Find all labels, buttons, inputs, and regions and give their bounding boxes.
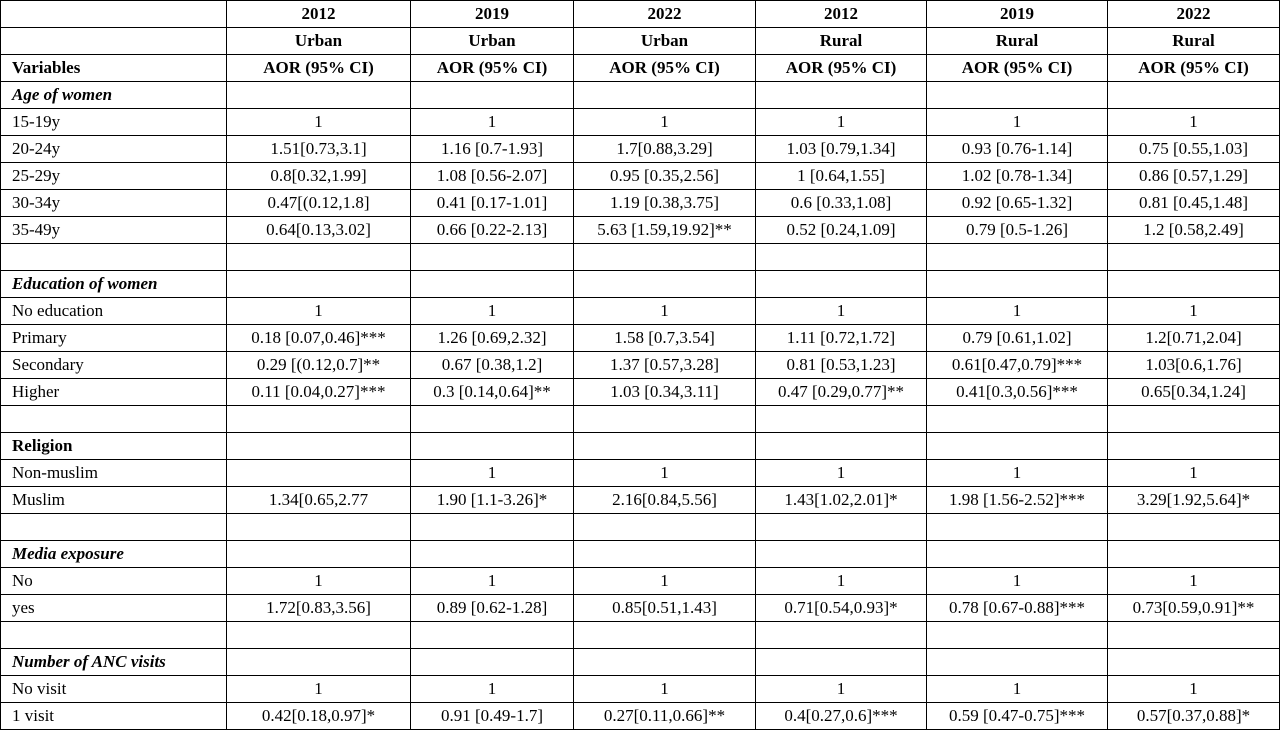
empty-cell	[927, 541, 1108, 568]
table-header	[1, 1, 1280, 82]
value-cell: 0.42[0.18,0.97]*	[227, 703, 411, 730]
table-row	[1, 109, 1280, 136]
value-cell: 1.90 [1.1-3.26]*	[411, 487, 574, 514]
empty-cell	[227, 82, 411, 109]
table-row	[1, 190, 1280, 217]
value-cell: 1	[756, 460, 927, 487]
value-cell: 1.37 [0.57,3.28]	[574, 352, 756, 379]
row-label: yes	[1, 595, 227, 622]
value-cell: 1	[227, 109, 411, 136]
row-label: No education	[1, 298, 227, 325]
empty-cell	[756, 433, 927, 460]
value-cell: 1	[756, 568, 927, 595]
value-cell: 1.19 [0.38,3.75]	[574, 190, 756, 217]
value-cell: 0.93 [0.76-1.14]	[927, 136, 1108, 163]
header-setting-row	[1, 28, 1280, 55]
value-cell: 1	[574, 568, 756, 595]
table-row	[1, 676, 1280, 703]
value-cell: 0.64[0.13,3.02]	[227, 217, 411, 244]
empty-cell	[411, 541, 574, 568]
row-label: 35-49y	[1, 217, 227, 244]
row-label: 1 visit	[1, 703, 227, 730]
value-cell: 1 [0.64,1.55]	[756, 163, 927, 190]
value-cell: 0.61[0.47,0.79]***	[927, 352, 1108, 379]
empty-cell	[927, 406, 1108, 433]
header-measure: AOR (95% CI)	[756, 55, 927, 82]
empty-cell	[927, 244, 1108, 271]
value-cell: 0.11 [0.04,0.27]***	[227, 379, 411, 406]
value-cell: 0.18 [0.07,0.46]***	[227, 325, 411, 352]
value-cell: 3.29[1.92,5.64]*	[1108, 487, 1280, 514]
value-cell: 1	[1108, 109, 1280, 136]
empty-cell	[227, 406, 411, 433]
value-cell: 1	[1108, 568, 1280, 595]
header-measure: AOR (95% CI)	[227, 55, 411, 82]
empty-cell	[1108, 406, 1280, 433]
value-cell: 1	[1108, 676, 1280, 703]
empty-cell	[574, 82, 756, 109]
table-row	[1, 460, 1280, 487]
empty-cell	[1108, 433, 1280, 460]
value-cell: 1.34[0.65,2.77	[227, 487, 411, 514]
value-cell: 0.66 [0.22-2.13]	[411, 217, 574, 244]
empty-cell	[574, 244, 756, 271]
spacer-row	[1, 244, 1280, 271]
section-label: Number of ANC visits	[1, 649, 227, 676]
value-cell: 0.47 [0.29,0.77]**	[756, 379, 927, 406]
header-measure: AOR (95% CI)	[411, 55, 574, 82]
value-cell: 0.65[0.34,1.24]	[1108, 379, 1280, 406]
header-year-row	[1, 1, 1280, 28]
value-cell: 0.27[0.11,0.66]**	[574, 703, 756, 730]
empty-cell	[411, 406, 574, 433]
section-row	[1, 541, 1280, 568]
value-cell: 1	[411, 676, 574, 703]
value-cell: 0.67 [0.38,1.2]	[411, 352, 574, 379]
header-measure: AOR (95% CI)	[1108, 55, 1280, 82]
header-corner-cell	[1, 28, 227, 55]
table-row	[1, 352, 1280, 379]
table-row	[1, 217, 1280, 244]
empty-cell	[927, 82, 1108, 109]
empty-cell	[574, 541, 756, 568]
section-label: Media exposure	[1, 541, 227, 568]
row-label: Primary	[1, 325, 227, 352]
value-cell: 1.43[1.02,2.01]*	[756, 487, 927, 514]
value-cell: 0.91 [0.49-1.7]	[411, 703, 574, 730]
empty-cell	[227, 649, 411, 676]
header-setting: Rural	[756, 28, 927, 55]
value-cell: 0.81 [0.45,1.48]	[1108, 190, 1280, 217]
value-cell: 1.03 [0.34,3.11]	[574, 379, 756, 406]
row-label: 30-34y	[1, 190, 227, 217]
value-cell: 0.89 [0.62-1.28]	[411, 595, 574, 622]
empty-cell	[411, 514, 574, 541]
empty-cell	[1, 244, 227, 271]
value-cell: 1.03[0.6,1.76]	[1108, 352, 1280, 379]
value-cell: 0.8[0.32,1.99]	[227, 163, 411, 190]
empty-cell	[574, 622, 756, 649]
value-cell: 1	[756, 109, 927, 136]
header-year: 2019	[927, 1, 1108, 28]
empty-cell	[927, 433, 1108, 460]
variables-header: Variables	[1, 55, 227, 82]
section-label: Education of women	[1, 271, 227, 298]
value-cell: 1	[927, 568, 1108, 595]
empty-cell	[227, 271, 411, 298]
value-cell: 1.2[0.71,2.04]	[1108, 325, 1280, 352]
value-cell: 0.6 [0.33,1.08]	[756, 190, 927, 217]
value-cell	[227, 460, 411, 487]
empty-cell	[756, 244, 927, 271]
value-cell: 1	[1108, 298, 1280, 325]
value-cell: 1	[756, 676, 927, 703]
empty-cell	[574, 406, 756, 433]
table-row	[1, 487, 1280, 514]
header-year: 2022	[1108, 1, 1280, 28]
section-row	[1, 433, 1280, 460]
table-row	[1, 298, 1280, 325]
header-year: 2012	[756, 1, 927, 28]
value-cell: 0.86 [0.57,1.29]	[1108, 163, 1280, 190]
value-cell: 1	[574, 298, 756, 325]
header-measure: AOR (95% CI)	[927, 55, 1108, 82]
header-setting: Urban	[227, 28, 411, 55]
table-row	[1, 163, 1280, 190]
value-cell: 0.29 [(0.12,0.7]**	[227, 352, 411, 379]
row-label: 20-24y	[1, 136, 227, 163]
empty-cell	[227, 514, 411, 541]
header-measure-row	[1, 55, 1280, 82]
value-cell: 1	[927, 460, 1108, 487]
table-row	[1, 379, 1280, 406]
value-cell: 1.02 [0.78-1.34]	[927, 163, 1108, 190]
value-cell: 0.71[0.54,0.93]*	[756, 595, 927, 622]
value-cell: 1	[227, 298, 411, 325]
value-cell: 1.2 [0.58,2.49]	[1108, 217, 1280, 244]
value-cell: 0.47[(0.12,1.8]	[227, 190, 411, 217]
value-cell: 0.78 [0.67-0.88]***	[927, 595, 1108, 622]
table-row	[1, 136, 1280, 163]
header-setting: Rural	[1108, 28, 1280, 55]
empty-cell	[574, 649, 756, 676]
empty-cell	[1108, 82, 1280, 109]
empty-cell	[411, 622, 574, 649]
empty-cell	[756, 649, 927, 676]
value-cell: 0.75 [0.55,1.03]	[1108, 136, 1280, 163]
empty-cell	[411, 649, 574, 676]
value-cell: 1	[927, 298, 1108, 325]
section-row	[1, 649, 1280, 676]
value-cell: 0.52 [0.24,1.09]	[756, 217, 927, 244]
empty-cell	[927, 514, 1108, 541]
value-cell: 1.58 [0.7,3.54]	[574, 325, 756, 352]
header-measure: AOR (95% CI)	[574, 55, 756, 82]
value-cell: 0.85[0.51,1.43]	[574, 595, 756, 622]
value-cell: 0.73[0.59,0.91]**	[1108, 595, 1280, 622]
empty-cell	[227, 622, 411, 649]
header-setting: Rural	[927, 28, 1108, 55]
empty-cell	[411, 433, 574, 460]
table-row	[1, 595, 1280, 622]
value-cell: 1.03 [0.79,1.34]	[756, 136, 927, 163]
value-cell: 0.81 [0.53,1.23]	[756, 352, 927, 379]
value-cell: 2.16[0.84,5.56]	[574, 487, 756, 514]
empty-cell	[1108, 244, 1280, 271]
row-label: 25-29y	[1, 163, 227, 190]
header-year: 2012	[227, 1, 411, 28]
value-cell: 5.63 [1.59,19.92]**	[574, 217, 756, 244]
row-label: Non-muslim	[1, 460, 227, 487]
empty-cell	[1, 406, 227, 433]
empty-cell	[927, 622, 1108, 649]
empty-cell	[574, 514, 756, 541]
table-row	[1, 568, 1280, 595]
value-cell: 1.11 [0.72,1.72]	[756, 325, 927, 352]
empty-cell	[756, 271, 927, 298]
value-cell: 1.16 [0.7-1.93]	[411, 136, 574, 163]
value-cell: 1.7[0.88,3.29]	[574, 136, 756, 163]
empty-cell	[1, 514, 227, 541]
empty-cell	[227, 433, 411, 460]
value-cell: 1	[411, 109, 574, 136]
value-cell: 1	[574, 109, 756, 136]
empty-cell	[756, 406, 927, 433]
empty-cell	[756, 622, 927, 649]
row-label: Muslim	[1, 487, 227, 514]
value-cell: 1	[756, 298, 927, 325]
value-cell: 0.57[0.37,0.88]*	[1108, 703, 1280, 730]
value-cell: 0.79 [0.61,1.02]	[927, 325, 1108, 352]
value-cell: 1	[227, 568, 411, 595]
empty-cell	[1108, 271, 1280, 298]
value-cell: 1	[411, 460, 574, 487]
row-label: No visit	[1, 676, 227, 703]
value-cell: 1	[927, 676, 1108, 703]
value-cell: 1	[1108, 460, 1280, 487]
empty-cell	[1108, 514, 1280, 541]
empty-cell	[756, 541, 927, 568]
value-cell: 0.3 [0.14,0.64]**	[411, 379, 574, 406]
section-row	[1, 82, 1280, 109]
value-cell: 1.98 [1.56-2.52]***	[927, 487, 1108, 514]
empty-cell	[411, 244, 574, 271]
empty-cell	[927, 271, 1108, 298]
section-row	[1, 271, 1280, 298]
table-body	[1, 82, 1280, 730]
value-cell: 1	[227, 676, 411, 703]
spacer-row	[1, 406, 1280, 433]
section-label: Age of women	[1, 82, 227, 109]
empty-cell	[574, 433, 756, 460]
empty-cell	[411, 82, 574, 109]
value-cell: 1	[574, 676, 756, 703]
value-cell: 1	[927, 109, 1108, 136]
value-cell: 0.41 [0.17-1.01]	[411, 190, 574, 217]
empty-cell	[1108, 622, 1280, 649]
value-cell: 0.59 [0.47-0.75]***	[927, 703, 1108, 730]
header-setting: Urban	[411, 28, 574, 55]
value-cell: 1	[411, 568, 574, 595]
empty-cell	[227, 541, 411, 568]
row-label: Secondary	[1, 352, 227, 379]
header-setting: Urban	[574, 28, 756, 55]
header-year: 2019	[411, 1, 574, 28]
empty-cell	[227, 244, 411, 271]
value-cell: 1.51[0.73,3.1]	[227, 136, 411, 163]
spacer-row	[1, 622, 1280, 649]
value-cell: 1.72[0.83,3.56]	[227, 595, 411, 622]
empty-cell	[756, 514, 927, 541]
value-cell: 1.26 [0.69,2.32]	[411, 325, 574, 352]
value-cell: 0.41[0.3,0.56]***	[927, 379, 1108, 406]
value-cell: 0.95 [0.35,2.56]	[574, 163, 756, 190]
spacer-row	[1, 514, 1280, 541]
value-cell: 1	[574, 460, 756, 487]
empty-cell	[927, 649, 1108, 676]
empty-cell	[1, 622, 227, 649]
row-label: No	[1, 568, 227, 595]
value-cell: 0.4[0.27,0.6]***	[756, 703, 927, 730]
value-cell: 1.08 [0.56-2.07]	[411, 163, 574, 190]
empty-cell	[1108, 649, 1280, 676]
header-corner-cell	[1, 1, 227, 28]
value-cell: 1	[411, 298, 574, 325]
row-label: Higher	[1, 379, 227, 406]
empty-cell	[574, 271, 756, 298]
value-cell: 0.79 [0.5-1.26]	[927, 217, 1108, 244]
header-year: 2022	[574, 1, 756, 28]
empty-cell	[756, 82, 927, 109]
empty-cell	[411, 271, 574, 298]
value-cell: 0.92 [0.65-1.32]	[927, 190, 1108, 217]
table-row	[1, 703, 1280, 730]
row-label: 15-19y	[1, 109, 227, 136]
empty-cell	[1108, 541, 1280, 568]
table-row	[1, 325, 1280, 352]
section-label: Religion	[1, 433, 227, 460]
